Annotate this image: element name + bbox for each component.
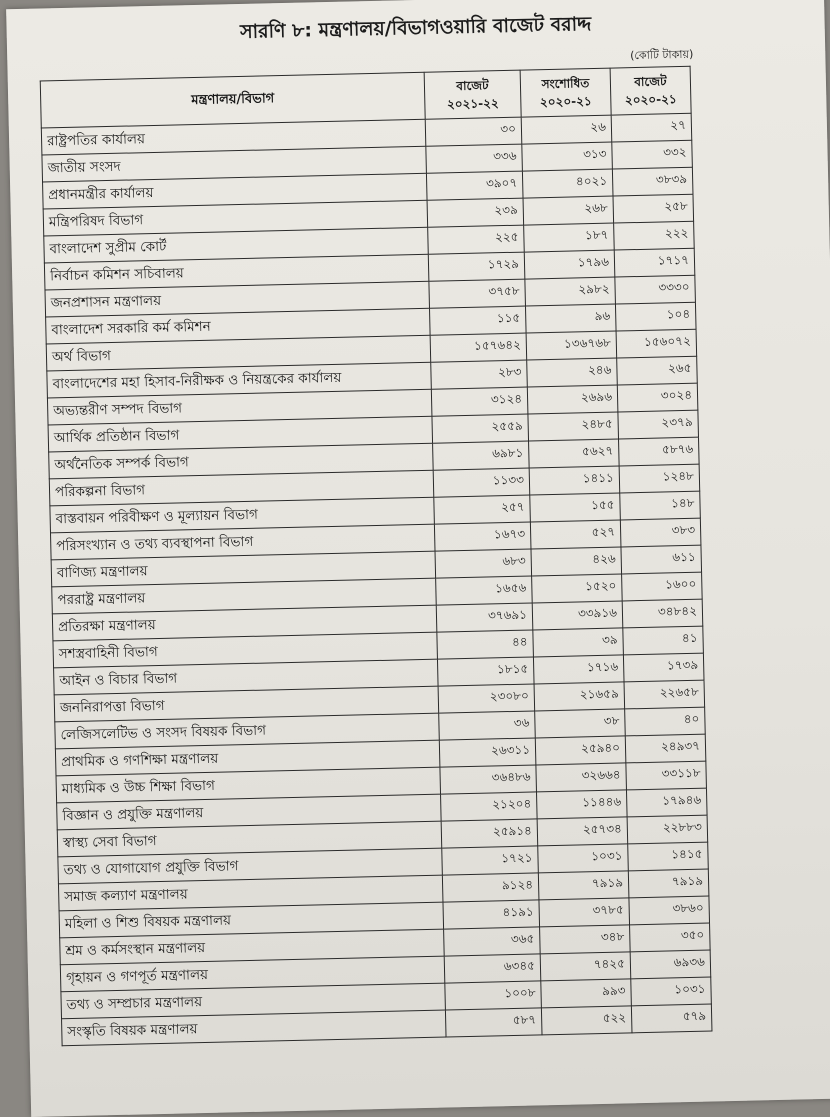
- revised-2020-21-cell: ১৮৭: [524, 223, 615, 252]
- budget-2020-21-cell: ১০৩১: [631, 977, 712, 1006]
- revised-2020-21-cell: ২৫৭৩৪: [537, 817, 628, 846]
- ministry-name-cell: পররাষ্ট্র মন্ত্রণালয়: [52, 578, 437, 614]
- budget-2021-22-cell: ২৩৯: [427, 198, 524, 227]
- ministry-name-cell: প্রতিরক্ষা মন্ত্রণালয়: [52, 605, 437, 641]
- header-line: ২০২০-২১: [624, 92, 677, 108]
- revised-2020-21-cell: ১০৩১: [538, 844, 629, 873]
- budget-2021-22-cell: ১০০৮: [445, 981, 542, 1010]
- revised-2020-21-cell: ২৪৮৫: [528, 412, 619, 441]
- budget-2021-22-cell: ৬৮৩: [435, 549, 532, 578]
- budget-2020-21-cell: ২৬৫: [617, 356, 698, 385]
- budget-2021-22-cell: ১৬৫৬: [436, 576, 533, 605]
- revised-2020-21-cell: ২৬: [521, 115, 612, 144]
- revised-2020-21-cell: ৭৯১৯: [538, 871, 629, 900]
- ministry-name-cell: প্রাথমিক ও গণশিক্ষা মন্ত্রণালয়: [55, 740, 440, 776]
- revised-2020-21-cell: ৪২৬: [531, 547, 622, 576]
- ministry-name-cell: শ্রম ও কর্মসংস্থান মন্ত্রণালয়: [60, 929, 445, 965]
- budget-2020-21-cell: ২২৬৫৮: [624, 680, 705, 709]
- budget-2021-22-cell: ২৫৭: [434, 495, 531, 524]
- revised-2020-21-cell: ৩২৬৬৪: [536, 763, 627, 792]
- budget-2020-21-cell: ৪০: [625, 707, 706, 736]
- budget-2020-21-cell: ৩৮৬০: [629, 896, 710, 925]
- budget-2021-22-cell: ৩৭৬৯১: [436, 603, 533, 632]
- budget-2021-22-cell: ২৮৩: [431, 360, 528, 389]
- header-budget-2021-22: [424, 70, 521, 119]
- budget-2020-21-cell: ৭৯১৯: [628, 869, 709, 898]
- ministry-name-cell: প্রধানমন্ত্রীর কার্যালয়: [43, 173, 428, 209]
- ministry-name-cell: মহিলা ও শিশু বিষয়ক মন্ত্রণালয়: [59, 902, 444, 938]
- budget-2021-22-cell: ১১৩৩: [433, 468, 530, 497]
- ministry-name-cell: বাণিজ্য মন্ত্রণালয়: [51, 551, 436, 587]
- ministry-name-cell: জনপ্রশাসন মন্ত্রণালয়: [45, 281, 430, 317]
- ministry-name-cell: লেজিসলেটিভ ও সংসদ বিষয়ক বিভাগ: [55, 713, 440, 749]
- header-line: ২০২০-২১: [539, 94, 592, 110]
- budget-2020-21-cell: ৫৭৯: [631, 1004, 712, 1033]
- revised-2020-21-cell: ৩৩৯১৬: [532, 601, 623, 630]
- budget-2021-22-cell: ৬৯৮১: [433, 441, 530, 470]
- ministry-name-cell: অর্থ বিভাগ: [46, 335, 431, 371]
- revised-2020-21-cell: ২৫৯৪০: [535, 736, 626, 765]
- budget-2020-21-cell: ২৩৭৯: [618, 410, 699, 439]
- budget-2021-22-cell: ২২৫: [428, 225, 525, 254]
- budget-table: [40, 66, 713, 1047]
- header-line: বাজেট: [456, 78, 489, 94]
- revised-2020-21-cell: ১৫৫: [530, 493, 621, 522]
- budget-2021-22-cell: ৬৩৪৫: [444, 954, 541, 983]
- budget-2020-21-cell: ২৪৯৩৭: [625, 734, 706, 763]
- ministry-name-cell: তথ্য ও সম্প্রচার মন্ত্রণালয়: [61, 983, 446, 1019]
- budget-2021-22-cell: ৫৮৭: [445, 1008, 542, 1037]
- header-ministry: মন্ত্রণালয়/বিভাগ: [40, 72, 425, 128]
- budget-2020-21-cell: ১৭১৭: [614, 248, 695, 277]
- revised-2020-21-cell: ১৫২০: [532, 574, 623, 603]
- unit-note: (কোটি টাকায়): [630, 47, 694, 63]
- ministry-name-cell: গৃহায়ন ও গণপূর্ত মন্ত্রণালয়: [60, 956, 445, 992]
- ministry-name-cell: পরিসংখ্যান ও তথ্য ব্যবস্থাপনা বিভাগ: [50, 524, 435, 560]
- revised-2020-21-cell: ৩৪৮: [540, 925, 631, 954]
- revised-2020-21-cell: ৩৮: [535, 709, 626, 738]
- budget-2020-21-cell: ১০৪: [615, 302, 696, 331]
- ministry-name-cell: সশস্ত্রবাহিনী বিভাগ: [53, 632, 438, 668]
- budget-2021-22-cell: ৪১৯১: [443, 900, 540, 929]
- budget-2021-22-cell: ২৫৯১৪: [441, 819, 538, 848]
- document-page: [6, 0, 830, 1117]
- header-line: সংশোধিত: [541, 76, 590, 92]
- budget-2020-21-cell: ১৫৬০৭২: [616, 329, 697, 358]
- budget-2021-22-cell: ২৫৫৯: [432, 414, 529, 443]
- revised-2020-21-cell: ৫২৭: [530, 520, 621, 549]
- ministry-name-cell: রাষ্ট্রপতির কার্যালয়: [41, 119, 426, 155]
- ministry-name-cell: মাধ্যমিক ও উচ্চ শিক্ষা বিভাগ: [56, 767, 441, 803]
- ministry-name-cell: বাংলাদেশের মহা হিসাব-নিরীক্ষক ও নিয়ন্ত্রকের কার্যালয়: [47, 362, 432, 398]
- revised-2020-21-cell: ২৬৯৬: [527, 385, 618, 414]
- budget-2021-22-cell: ২১২০৪: [441, 792, 538, 821]
- budget-2021-22-cell: ১৮১৫: [437, 657, 534, 686]
- budget-2020-21-cell: ৬১১: [621, 545, 702, 574]
- budget-2021-22-cell: ১৬৭৩: [434, 522, 531, 551]
- budget-2020-21-cell: ১৭৩৯: [623, 653, 704, 682]
- budget-2021-22-cell: ৩৬৪৮৬: [440, 765, 537, 794]
- ministry-name-cell: তথ্য ও যোগাযোগ প্রযুক্তি বিভাগ: [58, 848, 443, 884]
- budget-2021-22-cell: ২৬৩১১: [439, 738, 536, 767]
- budget-2020-21-cell: ১২৪৮: [619, 464, 700, 493]
- budget-2021-22-cell: ১১৫: [429, 306, 526, 335]
- budget-2020-21-cell: ৩৮৩: [620, 518, 701, 547]
- budget-2020-21-cell: ২৫৮: [613, 194, 694, 223]
- revised-2020-21-cell: ২১৬৫৯: [534, 682, 625, 711]
- budget-2021-22-cell: ৩০: [425, 117, 522, 146]
- revised-2020-21-cell: ৯৬: [525, 304, 616, 333]
- budget-2021-22-cell: ৩১২৪: [431, 387, 528, 416]
- ministry-name-cell: পরিকল্পনা বিভাগ: [49, 470, 434, 506]
- ministry-name-cell: আর্থিক প্রতিষ্ঠান বিভাগ: [48, 416, 433, 452]
- budget-2021-22-cell: ২৩০৮০: [438, 684, 535, 713]
- budget-2020-21-cell: ১৪৮: [620, 491, 701, 520]
- budget-2021-22-cell: ৩৬৫: [444, 927, 541, 956]
- budget-2021-22-cell: ৩৩৬: [426, 144, 523, 173]
- revised-2020-21-cell: ২৯৮২: [525, 277, 616, 306]
- budget-2021-22-cell: ৯১২৪: [442, 873, 539, 902]
- revised-2020-21-cell: ২৪৬: [527, 358, 618, 387]
- budget-2020-21-cell: ৩৩২: [612, 140, 693, 169]
- header-line: বাজেট: [634, 74, 667, 90]
- budget-2020-21-cell: ৪১: [623, 626, 704, 655]
- budget-2021-22-cell: ৪৪: [437, 630, 534, 659]
- revised-2020-21-cell: ৩৯: [533, 628, 624, 657]
- header-revised-2020-21: [520, 68, 611, 117]
- ministry-name-cell: স্বাস্থ্য সেবা বিভাগ: [57, 821, 442, 857]
- revised-2020-21-cell: ৫৬২৭: [529, 439, 620, 468]
- budget-2021-22-cell: ১৫৭৬৪২: [430, 333, 527, 362]
- ministry-name-cell: অর্থনৈতিক সম্পর্ক বিভাগ: [49, 443, 434, 479]
- ministry-name-cell: বাস্তবায়ন পরিবীক্ষণ ও মূল্যায়ন বিভাগ: [50, 497, 435, 533]
- ministry-name-cell: বাংলাদেশ সরকারি কর্ম কমিশন: [46, 308, 431, 344]
- revised-2020-21-cell: ৪০২১: [522, 169, 613, 198]
- ministry-name-cell: আইন ও বিচার বিভাগ: [54, 659, 439, 695]
- revised-2020-21-cell: ১৭৯৬: [524, 250, 615, 279]
- budget-2021-22-cell: ৩৯০৭: [426, 171, 523, 200]
- revised-2020-21-cell: ১৭১৬: [533, 655, 624, 684]
- budget-2020-21-cell: ১৭৯৪৬: [626, 788, 707, 817]
- header-line: ২০২১-২২: [446, 96, 499, 112]
- revised-2020-21-cell: ২৬৮: [523, 196, 614, 225]
- budget-2020-21-cell: ৩৪৮৪২: [622, 599, 703, 628]
- budget-2020-21-cell: ৩৫০: [630, 923, 711, 952]
- ministry-name-cell: সমাজ কল্যাণ মন্ত্রণালয়: [58, 875, 443, 911]
- ministry-name-cell: জননিরাপত্তা বিভাগ: [54, 686, 439, 722]
- budget-2020-21-cell: ৬৯৩৬: [630, 950, 711, 979]
- ministry-name-cell: বাংলাদেশ সুপ্রীম কোর্ট: [44, 227, 429, 263]
- ministry-name-cell: সংস্কৃতি বিষয়ক মন্ত্রণালয়: [62, 1010, 447, 1046]
- budget-2020-21-cell: ১৬০০: [622, 572, 703, 601]
- revised-2020-21-cell: ৩১৩: [522, 142, 613, 171]
- budget-2020-21-cell: ৩৮৩৯: [612, 167, 693, 196]
- ministry-name-cell: অভ্যন্তরীণ সম্পদ বিভাগ: [47, 389, 432, 425]
- budget-2020-21-cell: ১৪১৫: [628, 842, 709, 871]
- revised-2020-21-cell: ৩৭৮৫: [539, 898, 630, 927]
- budget-2021-22-cell: ৩৭৫৮: [429, 279, 526, 308]
- budget-2020-21-cell: ৩৩৩০: [615, 275, 696, 304]
- revised-2020-21-cell: ১৪১১: [529, 466, 620, 495]
- budget-2021-22-cell: ১৭২৯: [428, 252, 525, 281]
- ministry-name-cell: বিজ্ঞান ও প্রযুক্তি মন্ত্রণালয়: [57, 794, 442, 830]
- budget-2020-21-cell: ৩৩১১৮: [626, 761, 707, 790]
- revised-2020-21-cell: ১১৪৪৬: [536, 790, 627, 819]
- header-budget-2020-21: [610, 66, 691, 115]
- budget-2021-22-cell: ৩৬: [439, 711, 536, 740]
- revised-2020-21-cell: ৭৪২৫: [540, 952, 631, 981]
- budget-2020-21-cell: ৫৮৭৬: [619, 437, 700, 466]
- budget-2020-21-cell: ২৭: [611, 113, 692, 142]
- table-title: সারণি ৮: মন্ত্রণালয়/বিভাগওয়ারি বাজেট বরাদ্দ: [239, 13, 592, 43]
- budget-2021-22-cell: ১৭২১: [442, 846, 539, 875]
- ministry-name-cell: জাতীয় সংসদ: [42, 146, 427, 182]
- revised-2020-21-cell: ৯৯৩: [541, 979, 632, 1008]
- budget-2020-21-cell: ২২২: [614, 221, 695, 250]
- budget-2020-21-cell: ২২৮৮৩: [627, 815, 708, 844]
- revised-2020-21-cell: ১৩৬৭৬৮: [526, 331, 617, 360]
- revised-2020-21-cell: ৫২২: [541, 1006, 632, 1035]
- ministry-name-cell: নির্বাচন কমিশন সচিবালয়: [44, 254, 429, 290]
- budget-2020-21-cell: ৩০২৪: [617, 383, 698, 412]
- ministry-name-cell: মন্ত্রিপরিষদ বিভাগ: [43, 200, 428, 236]
